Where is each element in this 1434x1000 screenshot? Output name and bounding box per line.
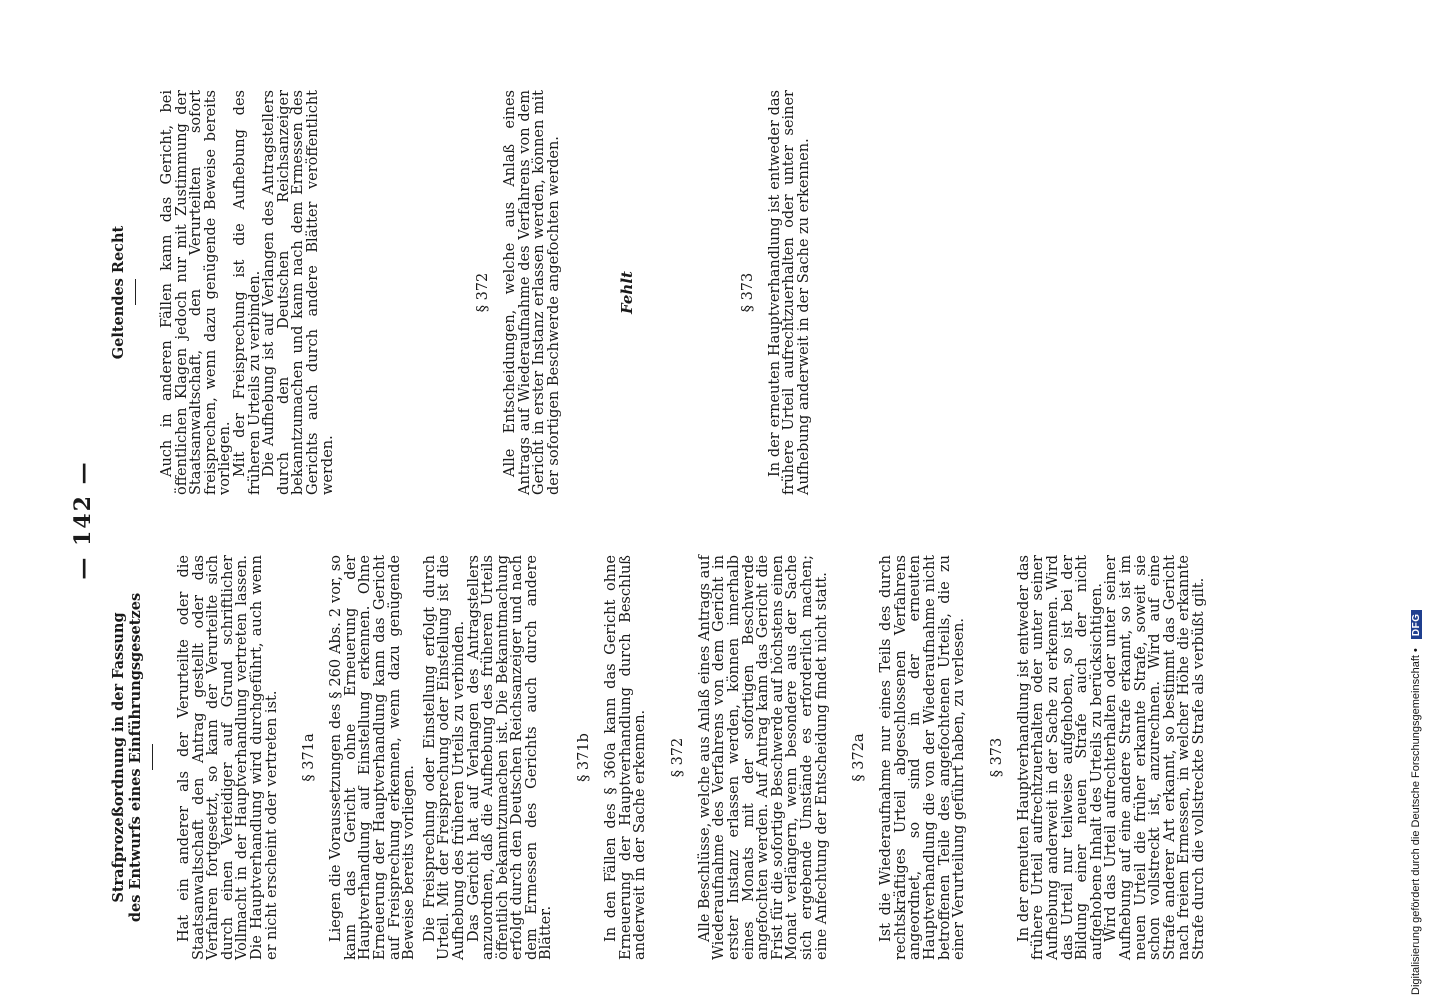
section-title-371a: § 371a xyxy=(301,733,318,782)
digitization-credit xyxy=(1410,610,1422,995)
paragraph: Hat ein anderer als der Verurteilte oder die Staatsanwaltschaft den Antrag gestellt oder das Verfahren fortgesetzt, so kann der Verurteilte sich durch einen Verteidiger auf Grund schriftlicher Vollmacht in der Hauptverhandlung vertreten lassen. Die Hauptverhandlung wird durchgeführt, auch wenn er nicht erscheint oder vertreten ist. xyxy=(176,555,280,960)
paragraph: Wird das Urteil aufrechterhalten oder unter seiner Aufhebung auf eine andere Strafe erkannt, so ist im neuen Urteil die früher erkannte Strafe, soweit sie schon vollstreckt ist, anzurechnen. Wird auf eine Strafe anderer Art erkannt, so bestimmt das Gericht nach freiem Ermessen, in welcher Höhe die erkannte Strafe durch die vollstreckte Strafe als verbüßt gilt. xyxy=(1103,555,1207,960)
paragraph: Die Freisprechung oder Einstellung erfolgt durch Urteil. Mit der Freisprechung oder Einstellung ist die Aufhebung des früheren Urteils zu verbinden. xyxy=(421,555,467,960)
right-column-current-law xyxy=(110,90,811,495)
paragraph: In der erneuten Hauptverhandlung ist entweder das frühere Urteil aufrechtzuerhalten oder unter seiner Aufhebung anderweit in der Sache zu erkennen. xyxy=(766,90,812,495)
paragraph: In der erneuten Hauptverhandlung ist entweder das frühere Urteil aufrechtzuerhalten oder unter seiner Aufhebung anderweit in der Sache zu erkennen. Wird das Urteil nur teilweise aufgehoben, so ist bei der Bildung einer neuen Strafe auch der nicht aufgehobene Inhalt des Urteils zu berücksichtigen. xyxy=(1015,555,1105,960)
dfg-logo: DFG xyxy=(1411,610,1422,639)
paragraph: Alle Entscheidungen, welche aus Anlaß eines Antrags auf Wiederaufnahme des Verfahrens von dem Gericht in erster Instanz erlassen werden, können mit der sofortigen Beschwerde angefochten werden. xyxy=(502,90,562,495)
right-column-heading: Geltendes Recht xyxy=(110,225,127,360)
paragraph: Das Gericht hat auf Verlangen des Antragstellers anzuordnen, daß die Aufhebung des früheren Urteils öffentlich bekanntzumachen ist. Die Bekanntmachung erfolgt durch den Deutschen Reichsanzeiger und nach dem Ermessen des Gerichts auch durch andere Blätter. xyxy=(465,555,555,960)
missing-provision-note: Fehlt xyxy=(617,271,636,314)
page-number: — 142 — xyxy=(70,460,96,580)
heading-divider xyxy=(152,745,153,771)
paragraph: Ist die Wiederaufnahme nur eines Teils des durch rechtskräftiges Urteil abgeschlossenen Verfahrens angeordnet, so sind in der erneuten Hauptverhandlung die von der Wiederaufnahme nicht betroffenen Teile des angefochtenen Urteils, die zu einer Verurteilung geführt haben, zu verlesen. xyxy=(878,555,968,960)
section-title-372a: § 372a xyxy=(851,733,868,782)
paragraph: Auch in anderen Fällen kann das Gericht, bei öffentlichen Klagen jedoch nur mit Zustimmung der Staatsanwaltschaft, den Verurteilten sofort freisprechen, wenn dazu genügende Beweise bereits vorliegen. xyxy=(159,90,234,495)
paragraph: In den Fällen des § 360a kann das Gericht ohne Erneuerung der Hauptverhandlung durch Beschluß anderweit in der Sache erkennen. xyxy=(603,555,649,960)
paragraph: Mit der Freisprechung ist die Aufhebung des früheren Urteils zu verbinden. xyxy=(231,90,263,495)
left-heading-line-2: des Entwurfs eines Einführungsgesetzes xyxy=(127,592,144,923)
section-title-371b: § 371b xyxy=(576,733,593,782)
left-heading-line-1: Strafprozeßordnung in der Fassung xyxy=(110,612,127,903)
section-title-372: § 372 xyxy=(669,737,686,778)
spacer xyxy=(688,90,718,495)
left-column-heading xyxy=(110,555,144,960)
spacer xyxy=(335,90,453,495)
section-title-373: § 373 xyxy=(988,737,1005,778)
left-column-draft-version xyxy=(110,555,1206,960)
paragraph: Die Aufhebung ist auf Verlangen des Antragstellers durch den Deutschen Reichsanzeiger bekanntzumachen und kann nach dem Ermessen des Gerichts auch durch andere Blätter veröffentlicht werden. xyxy=(261,90,336,495)
heading-divider xyxy=(135,280,136,306)
rotated-document-page xyxy=(70,80,1350,960)
section-title-373: § 373 xyxy=(739,272,756,313)
paragraph: Alle Beschlüsse, welche aus Anlaß eines Antrags auf Wiederaufnahme des Verfahrens von dem Gericht in erster Instanz erlassen werden, können innerhalb eines Monats mit der sofortigen Beschwerde angefochten werden. Auf Antrag kann das Gericht die Frist für die sofortige Beschwerde auf höchstens einen Monat verlängern, wenn besondere aus der Sache sich ergebende Umstände es erforderlich machen; eine Anfechtung der Entscheidung findet nicht statt. xyxy=(696,555,830,960)
section-title-372: § 372 xyxy=(475,272,492,313)
paragraph: Liegen die Voraussetzungen des § 260 Abs. 2 vor, so kann das Gericht ohne Erneuerung der Hauptverhandlung auf Einstellung erkennen. Ohne Erneuerung der Hauptverhandlung kann das Gericht auf Freisprechung erkennen, wenn dazu genügende Beweise bereits vorliegen. xyxy=(328,555,418,960)
credit-text: Digitalisierung gefördert durch die Deutsche Forschungsgemeinschaft • xyxy=(1410,648,1422,995)
